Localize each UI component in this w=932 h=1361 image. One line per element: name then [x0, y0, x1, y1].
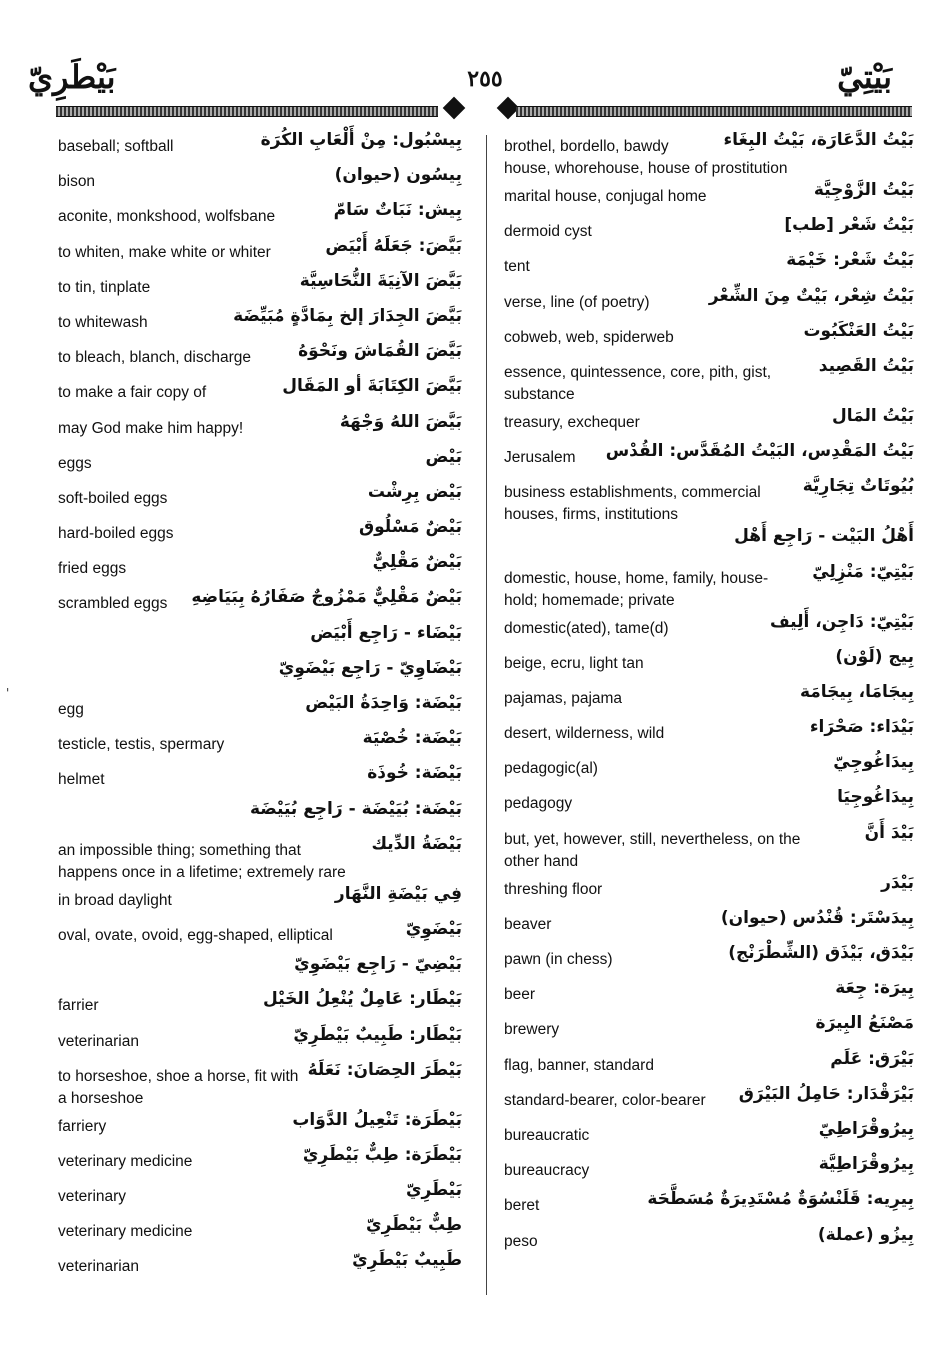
english-definition	[58, 1256, 328, 1278]
arabic-headword: بَيْدَق، بَيْذَق (الشِّطْرَنْج)	[728, 943, 914, 963]
diamond-ornament-left	[443, 97, 466, 120]
left-column	[58, 120, 462, 1276]
dictionary-entry	[504, 1215, 914, 1250]
dictionary-entry	[58, 718, 462, 753]
english-definition-line: fried eggs	[58, 560, 127, 578]
dictionary-entry	[58, 613, 462, 648]
english-definition-line: eggs	[58, 454, 92, 472]
stray-mark: '	[6, 686, 10, 700]
dictionary-entry	[504, 777, 914, 812]
english-definition-line: pawn (in chess)	[504, 951, 613, 968]
english-definition-line: beige, ecru, light tan	[504, 654, 644, 672]
dictionary-entry	[504, 602, 914, 637]
arabic-headword: بِيج (لَوْن)	[835, 646, 914, 667]
english-definition-line: pedagogy	[504, 795, 573, 813]
english-definition-line: may God make him happy!	[58, 419, 244, 437]
dictionary-entry	[504, 396, 914, 431]
arabic-headword: بَيْتُ شَعْر [طب]	[784, 215, 914, 236]
header-rule-left	[56, 106, 438, 117]
arabic-headword: بَيْضٌ مَقْلِيٌّ	[372, 552, 462, 573]
dictionary-entry	[58, 1170, 462, 1205]
dictionary-entry	[58, 226, 462, 261]
english-definition-line: but, yet, however, still, nevertheless, on the	[504, 830, 801, 848]
arabic-headword: بَيْدَر	[881, 872, 914, 893]
english-definition-line: oval, ovate, ovoid, egg-shaped, elliptical	[58, 926, 333, 944]
guide-word-right: بَيْتِيّ	[837, 58, 892, 96]
english-definition-line: essence, quintessence, core, pith, gist,	[504, 363, 772, 381]
dictionary-entry	[58, 789, 462, 824]
page-number: ٢٥٥	[467, 66, 503, 92]
arabic-headword: بَيْتِيّ: مَنْزِلِيّ	[812, 561, 914, 582]
english-definition-continuation: house, whorehouse, house of prostitution	[504, 160, 788, 177]
arabic-headword: بَيْتُ شِعْر، بَيْتٌ مِنَ الشِّعْر	[708, 285, 914, 306]
english-definition-line: baseball; softball	[58, 138, 174, 155]
english-definition-line: hard-boiled eggs	[58, 525, 174, 543]
dictionary-entry	[504, 707, 914, 742]
english-definition-line: helmet	[58, 771, 105, 789]
dictionary-entry	[504, 120, 914, 177]
arabic-headword: طِبٌّ بَيْطَرِيّ	[366, 1215, 462, 1236]
dictionary-entry	[504, 1039, 914, 1074]
english-definition	[504, 1231, 774, 1253]
dictionary-entry	[58, 261, 462, 296]
english-definition-line: tent	[504, 258, 530, 276]
english-definition-line: farriery	[58, 1117, 107, 1135]
guide-word-left: بَيْطَرِيّ	[28, 58, 116, 96]
arabic-headword: بَيْرَقْدَار: حَامِلُ البَيْرَق	[738, 1083, 914, 1104]
english-definition-line: to tin, tinplate	[58, 278, 151, 296]
arabic-headword: بَيْض بِرِشْت	[367, 481, 462, 502]
dictionary-entry	[58, 1015, 462, 1050]
arabic-headword: بَيْضَاء - رَاجِع أَبْيَض	[310, 622, 462, 643]
english-definition-line: beer	[504, 986, 536, 1004]
dictionary-entry	[58, 944, 462, 979]
dictionary-entry	[504, 346, 914, 403]
arabic-headword: بِيرِيه: قَلَنْسُوَةٌ مُسْتَدِيرَةٌ مُسَطَّحَة	[647, 1189, 914, 1210]
arabic-headword: بَيْتُ الزَّوْجِيَّة	[813, 180, 914, 200]
dictionary-entry	[504, 466, 914, 524]
dictionary-entry	[58, 1100, 462, 1135]
arabic-headword: فِي بَيْضَةِ النَّهَار	[334, 883, 462, 904]
english-definition-line: desert, wilderness, wild	[504, 725, 665, 743]
arabic-headword: بَيَّضَ القُمَاشَ ونَحْوَهُ	[298, 341, 462, 362]
english-definition-line: veterinary medicine	[58, 1152, 193, 1170]
arabic-headword: بَيْتُ شَعْر: خَيْمَة	[786, 250, 914, 271]
english-definition-line: domestic(ated), tame(d)	[504, 619, 669, 637]
arabic-headword: بَيْتُ العَنْكَبُوت	[803, 320, 914, 341]
dictionary-entry	[58, 1205, 462, 1240]
english-definition-line: to horseshoe, shoe a horse, fit with	[58, 1067, 299, 1085]
dictionary-entry	[58, 824, 462, 881]
arabic-headword: بَيْطَرَ الحِصَانَ: نَعَلَهُ	[307, 1059, 462, 1080]
dictionary-entry	[58, 683, 462, 718]
dictionary-entry	[504, 742, 914, 777]
arabic-headword: بَيْطَار: عَامِلٌ يُنْعِلُ الخَيْل	[263, 989, 462, 1010]
right-column	[504, 120, 914, 1250]
arabic-headword: بَيْضَة: خُصْيَة	[362, 728, 462, 749]
dictionary-entry	[504, 898, 914, 933]
arabic-headword: بِيزُو (عملة)	[817, 1224, 914, 1245]
arabic-headword: بَيْرَق: عَلَم	[830, 1048, 914, 1069]
arabic-headword: بِيدَسْتَر: قُنْدُس (حيوان)	[720, 907, 914, 928]
english-definition-continuation: houses, firms, institutions	[504, 506, 679, 524]
arabic-headword: بَيْدَ أَنَّ	[864, 822, 914, 843]
english-definition-line: Jerusalem	[504, 449, 576, 467]
dictionary-entry	[58, 437, 462, 472]
dictionary-entry	[58, 1050, 462, 1107]
arabic-headword: بَيْتِيّ: دَاجِن، أَلِيف	[769, 611, 914, 632]
arabic-headword: بَيَّضَ الجِدَارَ إلخ بِمَادَّةٍ مُبَيِّضَة	[233, 305, 462, 326]
dictionary-entry	[58, 331, 462, 366]
english-definition-line: standard-bearer, color-bearer	[504, 1091, 706, 1109]
dictionary-entry	[504, 276, 914, 311]
english-definition-line: to whiten, make white or whiter	[58, 243, 271, 261]
english-definition-continuation: hold; homemade; private	[504, 591, 675, 609]
arabic-headword: بِيرُوقْرَاطِيّ	[818, 1118, 914, 1139]
arabic-headword: بَيْض	[425, 446, 462, 467]
english-definition-line: farrier	[58, 997, 99, 1015]
dictionary-entry	[504, 205, 914, 240]
english-definition-line: an impossible thing; something that	[58, 841, 301, 859]
dictionary-entry	[504, 240, 914, 275]
arabic-headword: بِيدَاغُوجِيّ	[833, 752, 914, 773]
dictionary-entry	[504, 431, 914, 466]
arabic-headword: بُيُوتَاتٌ تِجَارِيَّة	[802, 476, 914, 497]
dictionary-entry	[58, 909, 462, 944]
english-definition-line: flag, banner, standard	[504, 1056, 654, 1074]
arabic-headword: طَبِيبٌ بَيْطَرِيّ	[352, 1250, 462, 1271]
arabic-headword: بَيْضَوِيّ	[405, 918, 462, 939]
dictionary-entry	[58, 542, 462, 577]
english-definition-line: pedagogic(al)	[504, 760, 598, 778]
english-definition-line: cobweb, web, spiderweb	[504, 328, 674, 346]
english-definition-line: in broad daylight	[58, 891, 172, 909]
arabic-headword: بَيْتُ الدَّعَارَة، بَيْتُ البِغَاء	[723, 130, 914, 150]
english-definition-line: peso	[504, 1232, 538, 1250]
english-definition-continuation: happens once in a lifetime; extremely rare	[58, 863, 346, 881]
dictionary-entry	[58, 753, 462, 788]
english-definition-line: dermoid cyst	[504, 223, 592, 241]
arabic-headword: بَيَّضَ الكِتَابَةَ أو المَقَال	[282, 376, 462, 397]
page-header	[0, 0, 932, 122]
arabic-headword: بَيْضٌ مَسْلُوق	[358, 517, 462, 538]
arabic-headword: بَيْتُ القَصِيد	[818, 355, 914, 376]
arabic-headword: بَيْتُ المَقْدِس، البَيْتُ المُقَدَّس: القُدْس	[605, 441, 914, 462]
dictionary-entry	[504, 1074, 914, 1109]
english-definition-line: pajamas, pajama	[504, 689, 623, 707]
english-definition-line: egg	[58, 701, 84, 718]
dictionary-entry	[58, 1240, 462, 1275]
arabic-headword: بَيْضَة: خُوذَة	[367, 763, 462, 784]
dictionary-entry	[58, 648, 462, 683]
dictionary-entry	[58, 155, 462, 190]
english-definition-line: to bleach, blanch, discharge	[58, 349, 252, 367]
dictionary-entry	[58, 577, 462, 612]
arabic-headword: بَيْطَار: طَبِيبٌ بَيْطَرِيّ	[293, 1024, 462, 1045]
english-definition-line: veterinarian	[58, 1258, 139, 1276]
dictionary-entry	[58, 507, 462, 542]
english-definition-line: soft-boiled eggs	[58, 489, 168, 507]
dictionary-entry	[504, 968, 914, 1003]
arabic-headword: بِيش: نَبَاتٌ سَامّ	[333, 200, 462, 221]
dictionary-entry	[504, 933, 914, 968]
arabic-headword: بَيْضِيّ - رَاجِع بَيْضَوِيّ	[294, 954, 462, 975]
english-definition-line: to make a fair copy of	[58, 384, 207, 402]
english-definition-line: bureaucracy	[504, 1162, 590, 1180]
arabic-headword: بَيَّضَ اللهُ وَجْهَهُ	[339, 411, 462, 432]
arabic-headword: بِيسُون (حيوان)	[334, 165, 462, 186]
english-definition-line: threshing floor	[504, 880, 603, 898]
dictionary-entry	[58, 472, 462, 507]
column-divider	[486, 135, 487, 1295]
dictionary-entry	[504, 552, 914, 609]
arabic-headword: بِيجَامَا، بِيجَامَة	[799, 681, 914, 702]
arabic-headword: بِيرَة: جِعَة	[835, 978, 914, 999]
arabic-headword: بَيْدَاء: صَحْرَاء	[809, 717, 914, 738]
english-definition-line: verse, line (of poetry)	[504, 293, 650, 311]
english-definition-continuation: substance	[504, 385, 575, 403]
english-definition-line: treasury, exchequer	[504, 413, 640, 431]
arabic-headword: مَصْنَعُ البِيرَة	[815, 1013, 914, 1034]
arabic-headword: بِيسْبُول: مِنْ أَلْعَابِ الكُرَة	[260, 130, 462, 150]
arabic-headword: بَيْضَة: بُيَيْضَة - رَاجِع بُيَيْضَة	[249, 798, 462, 819]
english-definition-line: to whitewash	[58, 313, 148, 331]
dictionary-entry	[58, 402, 462, 437]
header-rule-right	[516, 106, 912, 117]
arabic-headword: بَيْضَةُ الدِّيك	[371, 833, 462, 854]
dictionary-entry	[504, 637, 914, 672]
arabic-headword: بَيْتُ المَال	[832, 405, 914, 426]
dictionary-entry	[504, 311, 914, 346]
dictionary-entry	[504, 672, 914, 707]
arabic-headword: بَيْطَرَة: تَنْعِيلُ الدَّوَاب	[292, 1109, 462, 1130]
english-definition-continuation: a horseshoe	[58, 1089, 144, 1107]
dictionary-entry	[504, 516, 914, 551]
dictionary-entry	[58, 296, 462, 331]
dictionary-entry	[58, 979, 462, 1014]
english-definition-line: veterinary medicine	[58, 1223, 193, 1241]
dictionary-entry	[504, 813, 914, 870]
dictionary-entry	[58, 366, 462, 401]
dictionary-entry	[504, 1179, 914, 1214]
arabic-headword: بَيْطَرِيّ	[405, 1180, 462, 1201]
english-definition-line: testicle, testis, spermary	[58, 736, 225, 754]
english-definition-line: scrambled eggs	[58, 595, 168, 613]
english-definition-line: bureaucratic	[504, 1126, 590, 1144]
dictionary-entry	[504, 170, 914, 205]
english-definition-continuation: other hand	[504, 852, 579, 870]
dictionary-entry	[504, 1144, 914, 1179]
english-definition-line: veterinarian	[58, 1032, 139, 1050]
english-definition-line: beret	[504, 1197, 540, 1215]
arabic-headword: بِيدَاغُوجِيَا	[837, 787, 914, 808]
english-definition-line: aconite, monkshood, wolfsbane	[58, 208, 276, 226]
arabic-headword: بَيْضَة: وَاحِدَةُ البَيْض	[305, 693, 462, 713]
english-definition-line: business establishments, commercial	[504, 484, 761, 502]
english-definition-line: marital house, conjugal home	[504, 188, 707, 205]
english-definition-line: domestic, house, home, family, house-	[504, 569, 769, 587]
arabic-headword: بَيَّضَ: جَعَلَهُ أَبْيَض	[325, 235, 462, 256]
english-definition-line: beaver	[504, 915, 552, 933]
arabic-headword: بَيَّضَ الآنِيَةَ النُّحَاسِيَّة	[299, 270, 462, 291]
arabic-headword: بَيْضٌ مَقْلِيٌّ مَمْزُوجٌ صَفَارُهُ بِبَيَاضِهِ	[191, 587, 462, 608]
dictionary-entry	[58, 1135, 462, 1170]
arabic-headword: بِيرُوقْرَاطِيَّة	[818, 1154, 914, 1175]
dictionary-entry	[58, 190, 462, 225]
dictionary-entry	[504, 1109, 914, 1144]
arabic-headword: أَهْلُ البَيْت - رَاجِع أَهْل	[734, 526, 914, 547]
english-definition-line: veterinary	[58, 1188, 127, 1206]
dictionary-entry	[504, 863, 914, 898]
dictionary-entry	[504, 1003, 914, 1038]
english-definition-line: brewery	[504, 1021, 560, 1039]
dictionary-entry	[58, 120, 462, 155]
english-definition-line: bison	[58, 173, 96, 191]
english-definition-line: brothel, bordello, bawdy	[504, 138, 669, 155]
dictionary-entry	[58, 874, 462, 909]
arabic-headword: بَيْطَرَة: طِبٌّ بَيْطَرِيّ	[302, 1144, 462, 1165]
arabic-headword: بَيْضَاوِيّ - رَاجِع بَيْضَوِيّ	[278, 657, 462, 678]
